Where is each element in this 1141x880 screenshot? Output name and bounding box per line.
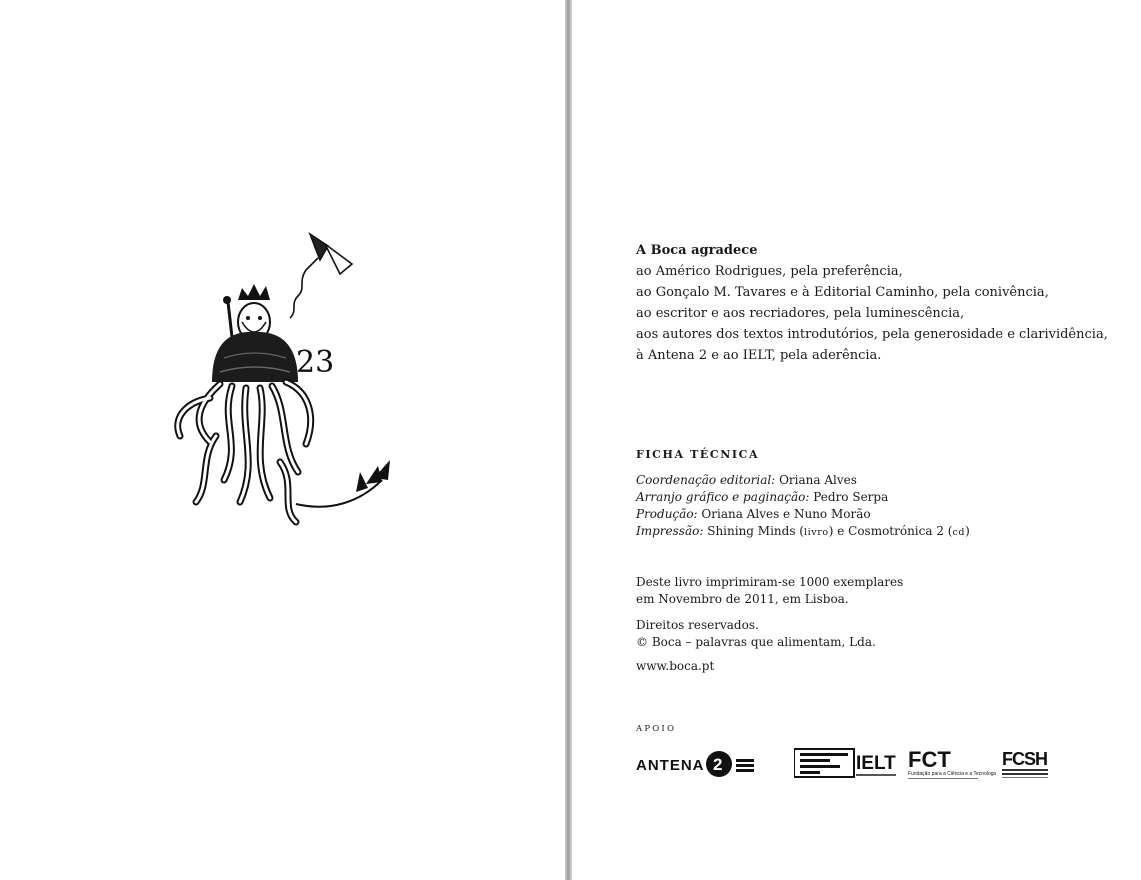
credit-role: Produção:: [636, 507, 698, 521]
antena-logo-text: ANTENA: [636, 757, 705, 774]
ielt-logo[interactable]: [794, 747, 900, 781]
credit-row: [636, 472, 970, 489]
credit-value: Oriana Alves: [779, 473, 857, 487]
fct-logo[interactable]: [908, 747, 996, 781]
credit-smallcaps: livro: [804, 527, 829, 538]
acknowledgement-line: ao Américo Rodrigues, pela preferência,: [636, 264, 903, 279]
fct-logo-subtitle: Fundação para a Ciência e a Tecnologia: [908, 771, 996, 777]
ielt-logo-text: IELT: [856, 753, 896, 774]
acknowledgement-line: à Antena 2 e ao IELT, pela aderência.: [636, 348, 882, 363]
right-page: [572, 0, 1141, 880]
edition-line: em Novembro de 2011, em Lisboa.: [636, 592, 849, 606]
fcsh-logo[interactable]: [1002, 745, 1052, 781]
acknowledgements-title: A Boca agradece: [636, 243, 758, 258]
website-link[interactable]: www.boca.pt: [636, 659, 715, 673]
antena-2-logo[interactable]: [636, 745, 758, 781]
illustration-number: 23: [296, 345, 335, 380]
credit-row: [636, 523, 970, 541]
credit-role: Coordenação editorial:: [636, 473, 776, 487]
credit-row: [636, 506, 970, 523]
credit-role: Impressão:: [636, 524, 704, 538]
credit-row: [636, 489, 970, 506]
antena-logo-number: 2: [713, 755, 723, 774]
left-page: [0, 0, 565, 880]
edition-line: Deste livro imprimiram-se 1000 exemplares: [636, 575, 904, 589]
moth-icon: [290, 234, 352, 318]
book-gutter: [565, 0, 572, 880]
credit-role: Arranjo gráfico e paginação:: [636, 490, 810, 504]
credit-smallcaps: cd: [952, 527, 966, 538]
acknowledgement-line: ao escritor e aos recriadores, pela luminescência,: [636, 306, 965, 321]
acknowledgement-line: aos autores dos textos introdutórios, pela generosidade e clarividência,: [636, 327, 1108, 342]
jellyfish-king-engraving-icon: [120, 222, 410, 540]
sponsor-logos: [636, 745, 1056, 785]
ficha-tecnica-title: FICHA TÉCNICA: [636, 448, 760, 461]
rights-note: [636, 617, 876, 651]
credit-value: Pedro Serpa: [813, 490, 889, 504]
credit-value: ) e Cosmotrónica 2 (: [828, 524, 953, 538]
rights-line: © Boca – palavras que alimentam, Lda.: [636, 635, 876, 649]
rights-line: Direitos reservados.: [636, 618, 759, 632]
apoio-label: APOIO: [636, 724, 677, 734]
acknowledgements: [636, 240, 1126, 366]
credit-value: Shining Minds (: [707, 524, 804, 538]
credit-value: Oriana Alves e Nuno Morão: [701, 507, 871, 521]
credits-list: [636, 472, 970, 541]
fct-logo-text: FCT: [908, 747, 951, 772]
acknowledgement-line: ao Gonçalo M. Tavares e à Editorial Caminho, pela conivência,: [636, 285, 1049, 300]
edition-note: [636, 574, 903, 608]
credit-value: ): [965, 524, 970, 538]
fcsh-logo-text: FCSH: [1002, 749, 1048, 769]
